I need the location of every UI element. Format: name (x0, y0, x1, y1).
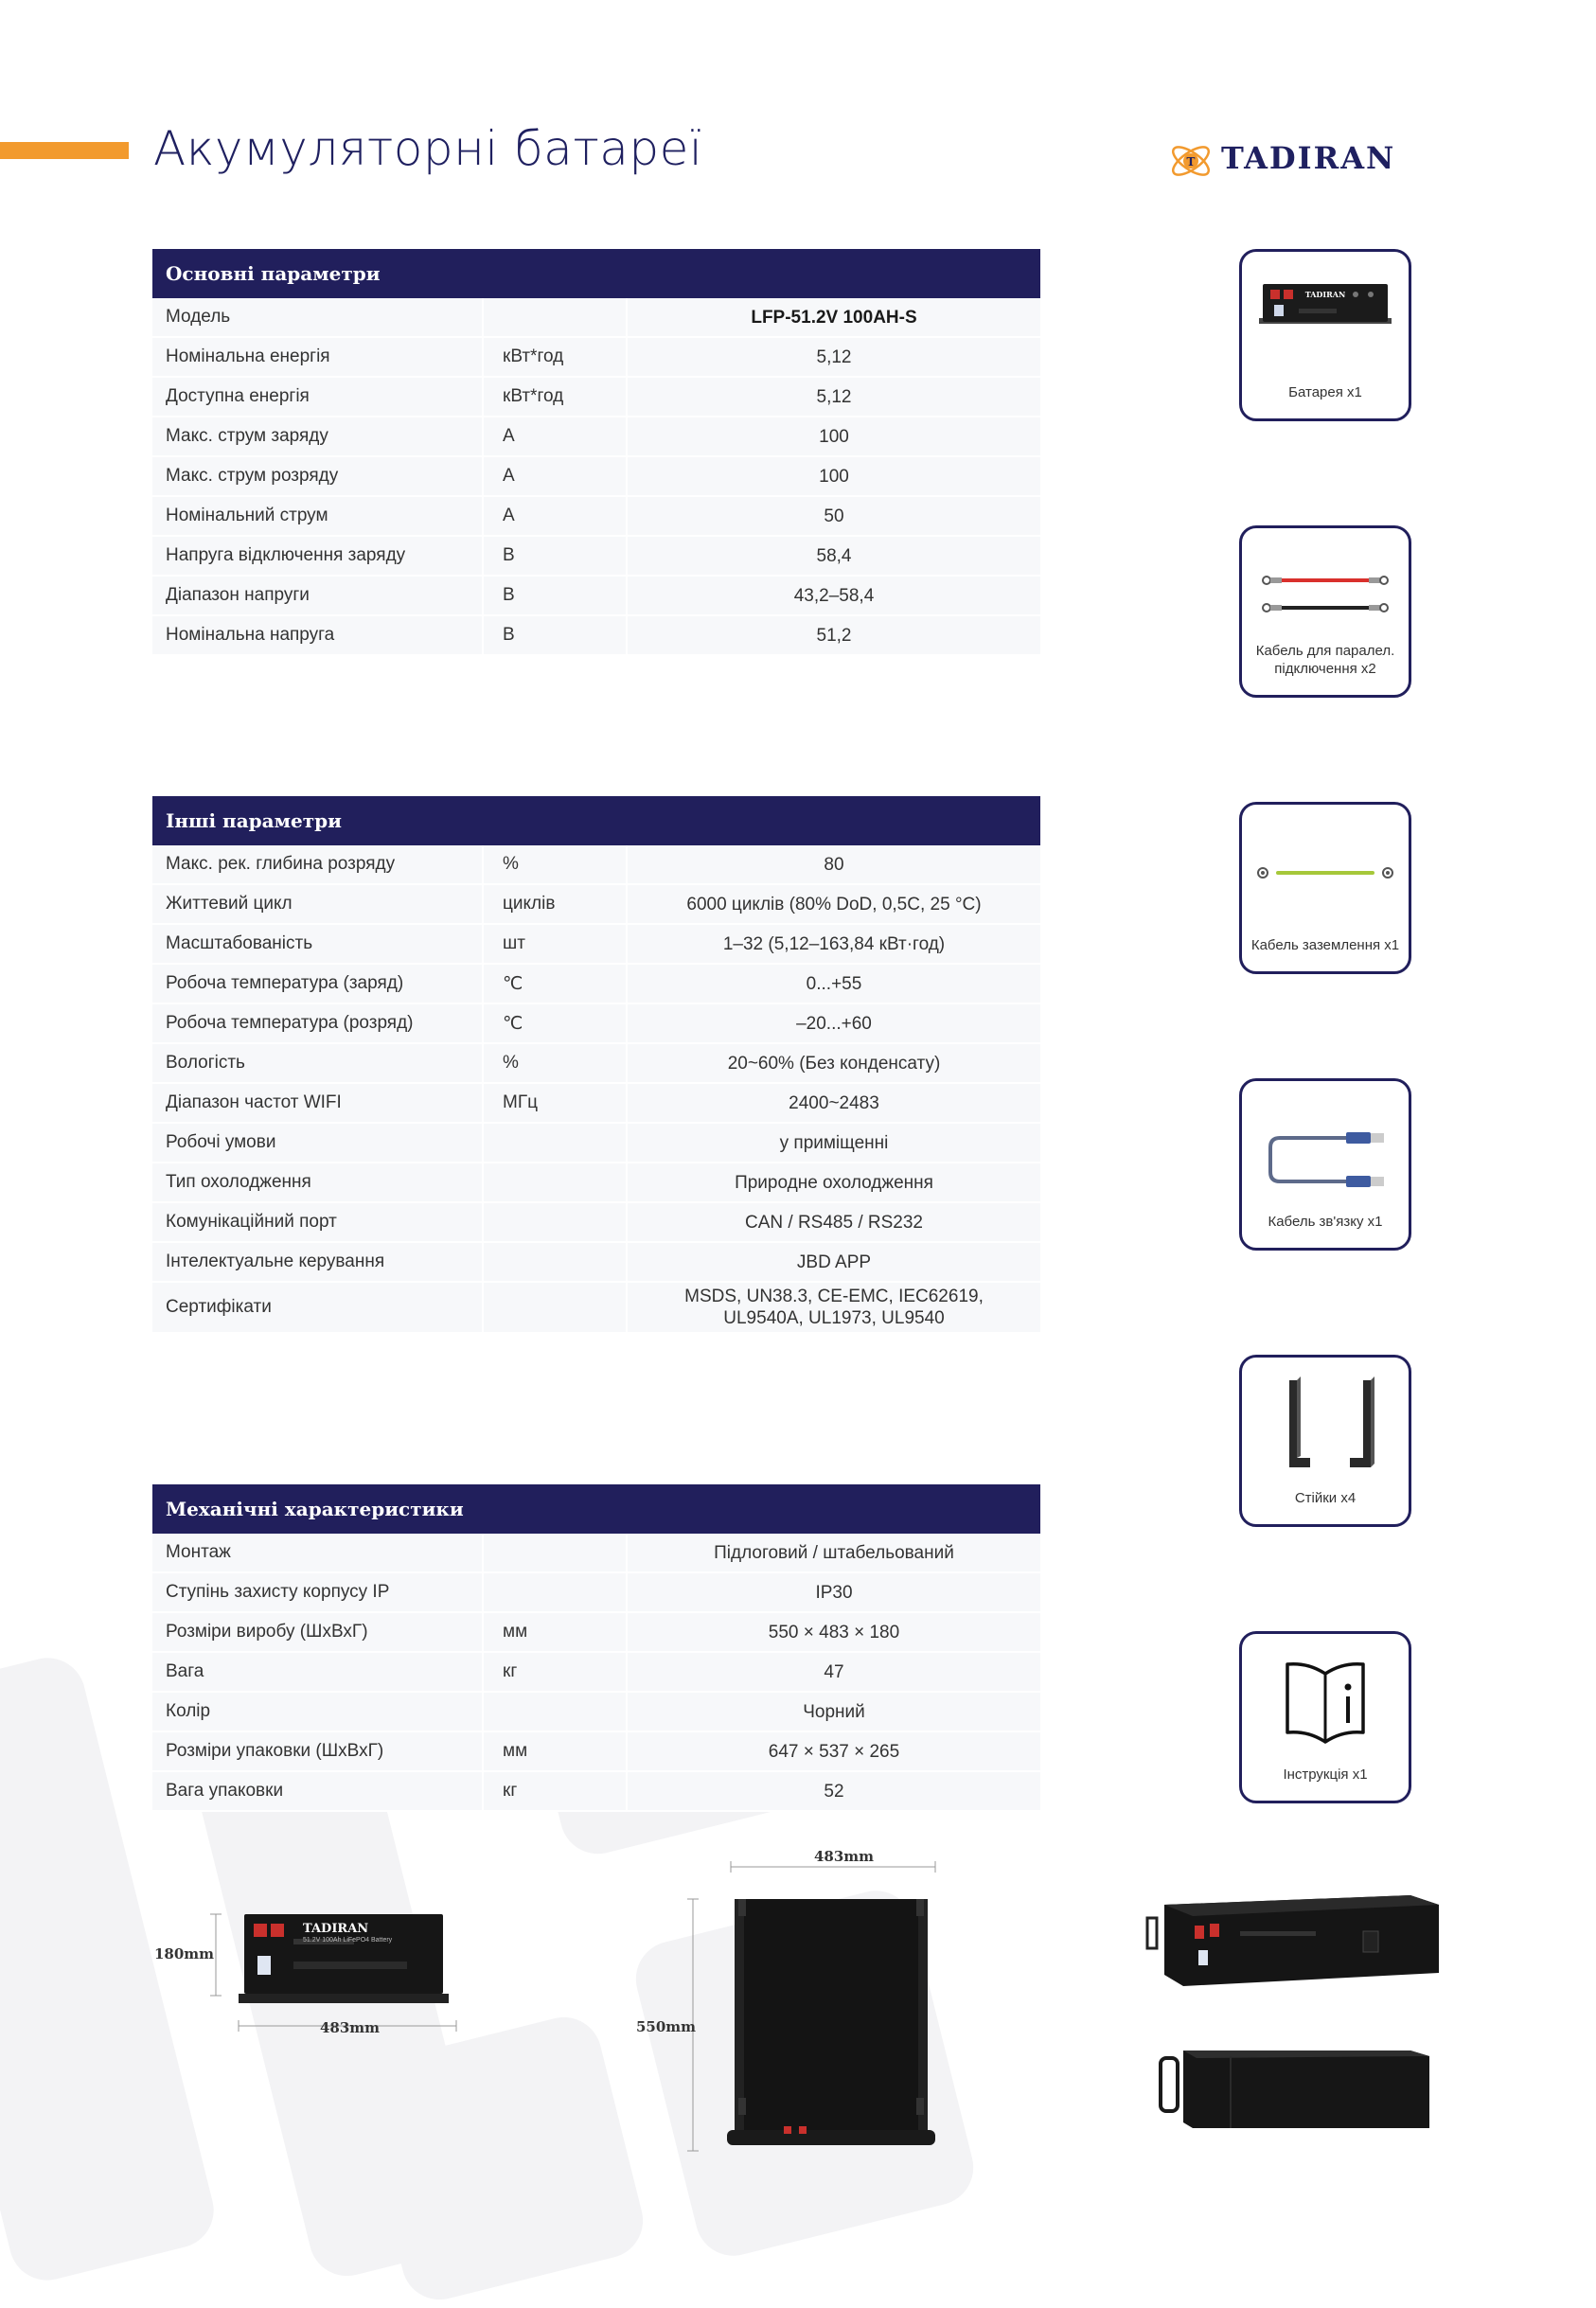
table-row (152, 616, 1040, 656)
param-unit: % (484, 845, 628, 883)
param-unit: кВт*год (484, 338, 628, 376)
table-row (152, 577, 1040, 616)
param-unit: циклів (484, 885, 628, 923)
param-name: Тип охолодження (152, 1163, 484, 1201)
logo-emblem-icon (1166, 131, 1219, 189)
param-unit (484, 1203, 628, 1241)
table-row (152, 1084, 1040, 1124)
param-value: 47 (824, 1661, 844, 1682)
svg-text:T: T (1186, 155, 1196, 169)
param-value: 43,2–58,4 (793, 585, 875, 606)
table-row (152, 1573, 1040, 1613)
package-item-label: Інструкція x1 (1283, 1767, 1368, 1783)
param-value: 20~60% (Без конденсату) (727, 1053, 941, 1074)
table-row (152, 1772, 1040, 1812)
param-value: 5,12 (816, 346, 852, 367)
param-unit (484, 298, 628, 336)
param-value: 5,12 (816, 386, 852, 407)
param-name: Інтелектуальне керування (152, 1243, 484, 1281)
param-name: Вага (152, 1653, 484, 1691)
front-sublabel: 51.2V 100Ah LiFePO4 Battery (303, 1937, 393, 1944)
package-item-ground-cable (1239, 802, 1411, 974)
param-unit: кВт*год (484, 378, 628, 416)
param-value: 1–32 (5,12–163,84 кВт·год) (722, 933, 946, 954)
table-row (152, 417, 1040, 457)
param-unit (484, 1124, 628, 1162)
param-name: Доступна енергія (152, 378, 484, 416)
param-value: MSDS, UN38.3, CE-EMC, IEC62619, UL9540A, UL1973, UL9540 (684, 1287, 984, 1328)
param-name: Вологість (152, 1044, 484, 1082)
page-title: Акумуляторні батареї (153, 121, 703, 176)
param-name: Діапазон частот WIFI (152, 1084, 484, 1122)
package-item-manual (1239, 1631, 1411, 1803)
table-row (152, 1534, 1040, 1573)
rack-brackets-icon (1242, 1365, 1409, 1479)
top-width-label: 483mm (814, 1848, 875, 1865)
param-name: Робоча температура (розряд) (152, 1004, 484, 1042)
param-unit (484, 1163, 628, 1201)
table-row (152, 378, 1040, 417)
param-unit: ℃ (484, 1004, 628, 1042)
param-unit: В (484, 577, 628, 614)
main-params-table (152, 249, 1040, 656)
battery-photo-front (1126, 1884, 1448, 2007)
param-unit: мм (484, 1732, 628, 1770)
table-row (152, 497, 1040, 537)
front-height-label: 180mm (154, 1945, 215, 1962)
param-value: LFP-51.2V 100AH-S (751, 307, 917, 328)
communication-cable-icon (1242, 1098, 1409, 1193)
param-value: 6000 циклів (80% DoD, 0,5C, 25 °C) (686, 894, 982, 914)
param-unit: В (484, 616, 628, 654)
table-row (152, 1653, 1040, 1693)
package-item-label: Кабель заземлення x1 (1250, 937, 1400, 953)
parallel-cable-icon (1242, 545, 1409, 640)
table-header: Інші параметри (152, 796, 1040, 845)
param-value: –20...+60 (796, 1013, 872, 1034)
table-row (152, 298, 1040, 338)
param-unit (484, 1693, 628, 1731)
param-value: 50 (824, 506, 844, 526)
param-unit: мм (484, 1613, 628, 1651)
front-width-label: 483mm (320, 2019, 381, 2036)
param-name: Життевий цикл (152, 885, 484, 923)
package-item-label: Стійки x4 (1294, 1490, 1357, 1506)
table-row (152, 1124, 1040, 1163)
param-value: у приміщенні (779, 1132, 889, 1153)
param-name: Робочі умови (152, 1124, 484, 1162)
table-row (152, 1732, 1040, 1772)
param-value: JBD APP (796, 1252, 872, 1272)
param-value: 100 (819, 466, 849, 487)
param-name: Напруга відключення заряду (152, 537, 484, 575)
battery-photo-side (1155, 2035, 1439, 2149)
param-unit: ℃ (484, 965, 628, 1003)
param-name: Макс. струм заряду (152, 417, 484, 455)
param-value: 647 × 537 × 265 (768, 1741, 900, 1762)
param-value: 58,4 (816, 545, 852, 566)
param-name: Номінальний струм (152, 497, 484, 535)
package-item-rack-brackets (1239, 1355, 1411, 1527)
param-value: 80 (824, 854, 844, 875)
param-value: 550 × 483 × 180 (768, 1622, 900, 1642)
param-unit (484, 1283, 628, 1332)
param-unit: % (484, 1044, 628, 1082)
table-row (152, 1693, 1040, 1732)
param-unit: кг (484, 1772, 628, 1810)
table-row (152, 1004, 1040, 1044)
mechanical-params-table (152, 1484, 1040, 1812)
table-row (152, 457, 1040, 497)
top-view-drawing (682, 1855, 966, 2158)
param-unit: кг (484, 1653, 628, 1691)
package-item-label: Кабель зв'язку x1 (1268, 1214, 1383, 1230)
package-item-communication-cable (1239, 1078, 1411, 1251)
param-name: Діапазон напруги (152, 577, 484, 614)
param-name: Колір (152, 1693, 484, 1731)
top-depth-label: 550mm (636, 2018, 697, 2035)
tadiran-logo (1166, 131, 1479, 189)
param-unit: МГц (484, 1084, 628, 1122)
param-value: 100 (819, 426, 849, 447)
param-name: Номінальна енергія (152, 338, 484, 376)
package-item-battery (1239, 249, 1411, 421)
param-name: Ступінь захисту корпусу IP (152, 1573, 484, 1611)
table-row (152, 1283, 1040, 1334)
table-header: Основні параметри (152, 249, 1040, 298)
param-name: Макс. рек. глибина розряду (152, 845, 484, 883)
manual-icon (1242, 1645, 1409, 1749)
param-unit: A (484, 417, 628, 455)
param-name: Монтаж (152, 1534, 484, 1571)
table-row (152, 885, 1040, 925)
table-row (152, 1203, 1040, 1243)
param-unit: шт (484, 925, 628, 963)
table-row (152, 1613, 1040, 1653)
package-item-label: Кабель для паралел. підключення x2 (1255, 643, 1395, 677)
param-name: Розміри виробу (ШхВхГ) (152, 1613, 484, 1651)
param-name: Масштабованість (152, 925, 484, 963)
table-row (152, 537, 1040, 577)
param-name: Комунікаційний порт (152, 1203, 484, 1241)
package-item-label: Батарея x1 (1288, 384, 1362, 400)
battery-icon (1242, 269, 1409, 364)
param-unit: A (484, 457, 628, 495)
param-unit: В (484, 537, 628, 575)
param-unit (484, 1243, 628, 1281)
param-unit (484, 1573, 628, 1611)
param-value: 2400~2483 (789, 1092, 879, 1113)
param-value: 51,2 (816, 625, 852, 646)
table-header: Механічні характеристики (152, 1484, 1040, 1534)
param-value: 52 (824, 1781, 844, 1802)
table-row (152, 1243, 1040, 1283)
svg-text:TADIRAN: TADIRAN (1304, 290, 1346, 299)
param-name: Макс. струм розряду (152, 457, 484, 495)
table-row (152, 1163, 1040, 1203)
param-unit: A (484, 497, 628, 535)
param-value: CAN / RS485 / RS232 (745, 1212, 923, 1233)
other-params-table (152, 796, 1040, 1334)
header-accent-bar (0, 142, 129, 159)
table-row (152, 845, 1040, 885)
table-row (152, 925, 1040, 965)
front-view-drawing (151, 1903, 473, 2092)
param-value: 0...+55 (806, 973, 862, 994)
param-value: IP30 (815, 1582, 853, 1603)
param-name: Сертифікати (152, 1283, 484, 1332)
table-row (152, 1044, 1040, 1084)
ground-cable-icon (1242, 822, 1409, 916)
front-label: TADIRAN (303, 1922, 369, 1936)
logo-text: TADIRAN (1221, 140, 1396, 176)
table-row (152, 338, 1040, 378)
param-name: Модель (152, 298, 484, 336)
param-unit (484, 1534, 628, 1571)
table-row (152, 965, 1040, 1004)
param-name: Номінальна напруга (152, 616, 484, 654)
param-value: Підлоговий / штабельований (714, 1542, 954, 1563)
param-name: Вага упаковки (152, 1772, 484, 1810)
param-value: Чорний (803, 1701, 865, 1722)
param-value: Природне охолодження (735, 1172, 933, 1193)
param-name: Робоча температура (заряд) (152, 965, 484, 1003)
param-name: Розміри упаковки (ШхВхГ) (152, 1732, 484, 1770)
package-item-parallel-cable (1239, 525, 1411, 698)
